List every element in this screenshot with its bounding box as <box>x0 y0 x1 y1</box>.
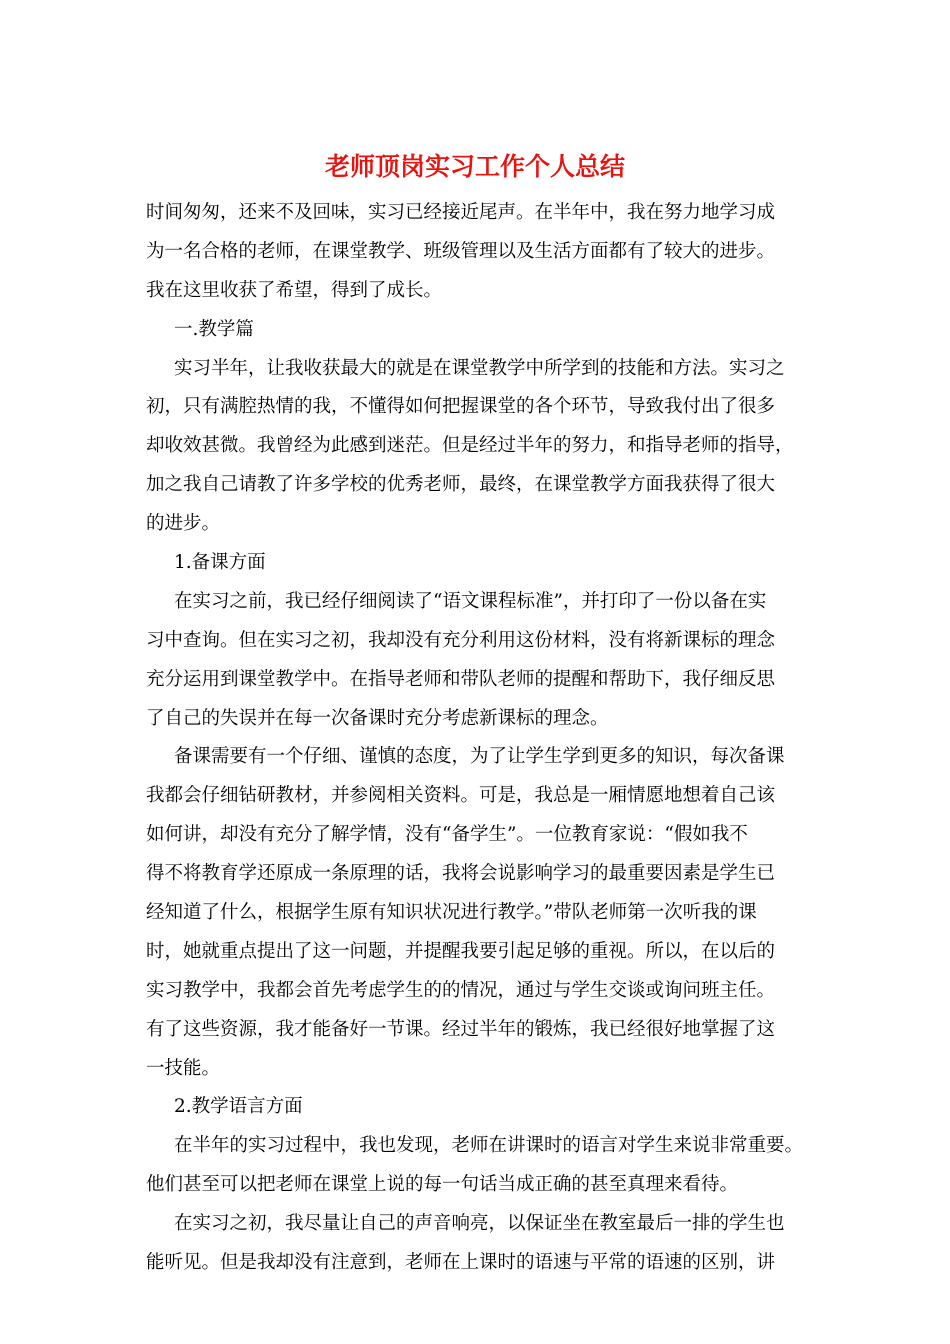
text-line: 我在这里收获了希望，得到了成长。 <box>146 279 443 301</box>
text-line: 2.教学语言方面 <box>174 1096 303 1118</box>
text-line: 在实习之前，我已经仔细阅读了“语文课程标准”，并打印了一份以备在实 <box>174 590 767 612</box>
text-line: 在半年的实习过程中，我也发现，老师在讲课时的语言对学生来说非常重要。 <box>174 1135 804 1157</box>
text-line: 时间匆匆，还来不及回味，实习已经接近尾声。在半年中，我在努力地学习成 <box>146 202 776 223</box>
document-title: 老师顶岗实习工作个人总结 <box>324 152 625 181</box>
text-line: 有了这些资源，我才能备好一节课。经过半年的锻炼，我已经很好地掌握了这 <box>146 1018 776 1040</box>
text-line: 了自己的失误并在每一次备课时充分考虑新课标的理念。 <box>146 707 609 729</box>
text-line: 加之我自己请教了许多学校的优秀老师，最终，在课堂教学方面我获得了很大 <box>146 474 776 496</box>
text-line: 我都会仔细钻研教材，并参阅相关资料。可是，我总是一厢情愿地想着自己该 <box>146 785 776 807</box>
text-line: 初，只有满腔热情的我，不懂得如何把握课堂的各个环节，导致我付出了很多 <box>146 396 776 418</box>
text-line: 一技能。 <box>146 1057 221 1079</box>
document-body <box>146 194 826 1283</box>
text-line: 充分运用到课堂教学中。在指导老师和带队老师的提醒和帮助下，我仔细反思 <box>146 668 776 690</box>
text-line: 如何讲，却没有充分了解学情，没有“备学生”。一位教育家说：“假如我不 <box>146 824 748 846</box>
text-line: 在实习之初，我尽量让自己的声音响亮，以保证坐在教室最后一排的学生也 <box>174 1213 785 1235</box>
text-line: 实习半年，让我收获最大的就是在课堂教学中所学到的技能和方法。实习之 <box>174 357 785 379</box>
text-line: 的进步。 <box>146 513 221 535</box>
text-line: 能听见。但是我却没有注意到，老师在上课时的语速与平常的语速的区别，讲 <box>146 1252 776 1274</box>
text-line: 时，她就重点提出了这一问题，并提醒我要引起足够的重视。所以，在以后的 <box>146 940 776 962</box>
text-line: 实习教学中，我都会首先考虑学生的的情况，通过与学生交谈或询问班主任。 <box>146 979 776 1001</box>
text-line: 却收效甚微。我曾经为此感到迷茫。但是经过半年的努力，和指导老师的指导， <box>146 435 794 457</box>
text-line: 习中查询。但在实习之初，我却没有充分利用这份材料，没有将新课标的理念 <box>146 629 776 651</box>
text-line: 经知道了什么，根据学生原有知识状况进行教学。”带队老师第一次听我的课 <box>146 902 757 924</box>
text-line: 1.备课方面 <box>174 552 266 574</box>
text-line: 得不将教育学还原成一条原理的话，我将会说影响学习的最重要因素是学生已 <box>146 863 776 885</box>
text-line: 备课需要有一个仔细、谨慎的态度，为了让学生学到更多的知识，每次备课 <box>174 746 785 768</box>
text-line: 他们甚至可以把老师在课堂上说的每一句话当成正确的甚至真理来看待。 <box>146 1174 739 1196</box>
text-line: 为一名合格的老师，在课堂教学、班级管理以及生活方面都有了较大的进步。 <box>146 240 776 262</box>
text-line: 一.教学篇 <box>174 318 254 340</box>
